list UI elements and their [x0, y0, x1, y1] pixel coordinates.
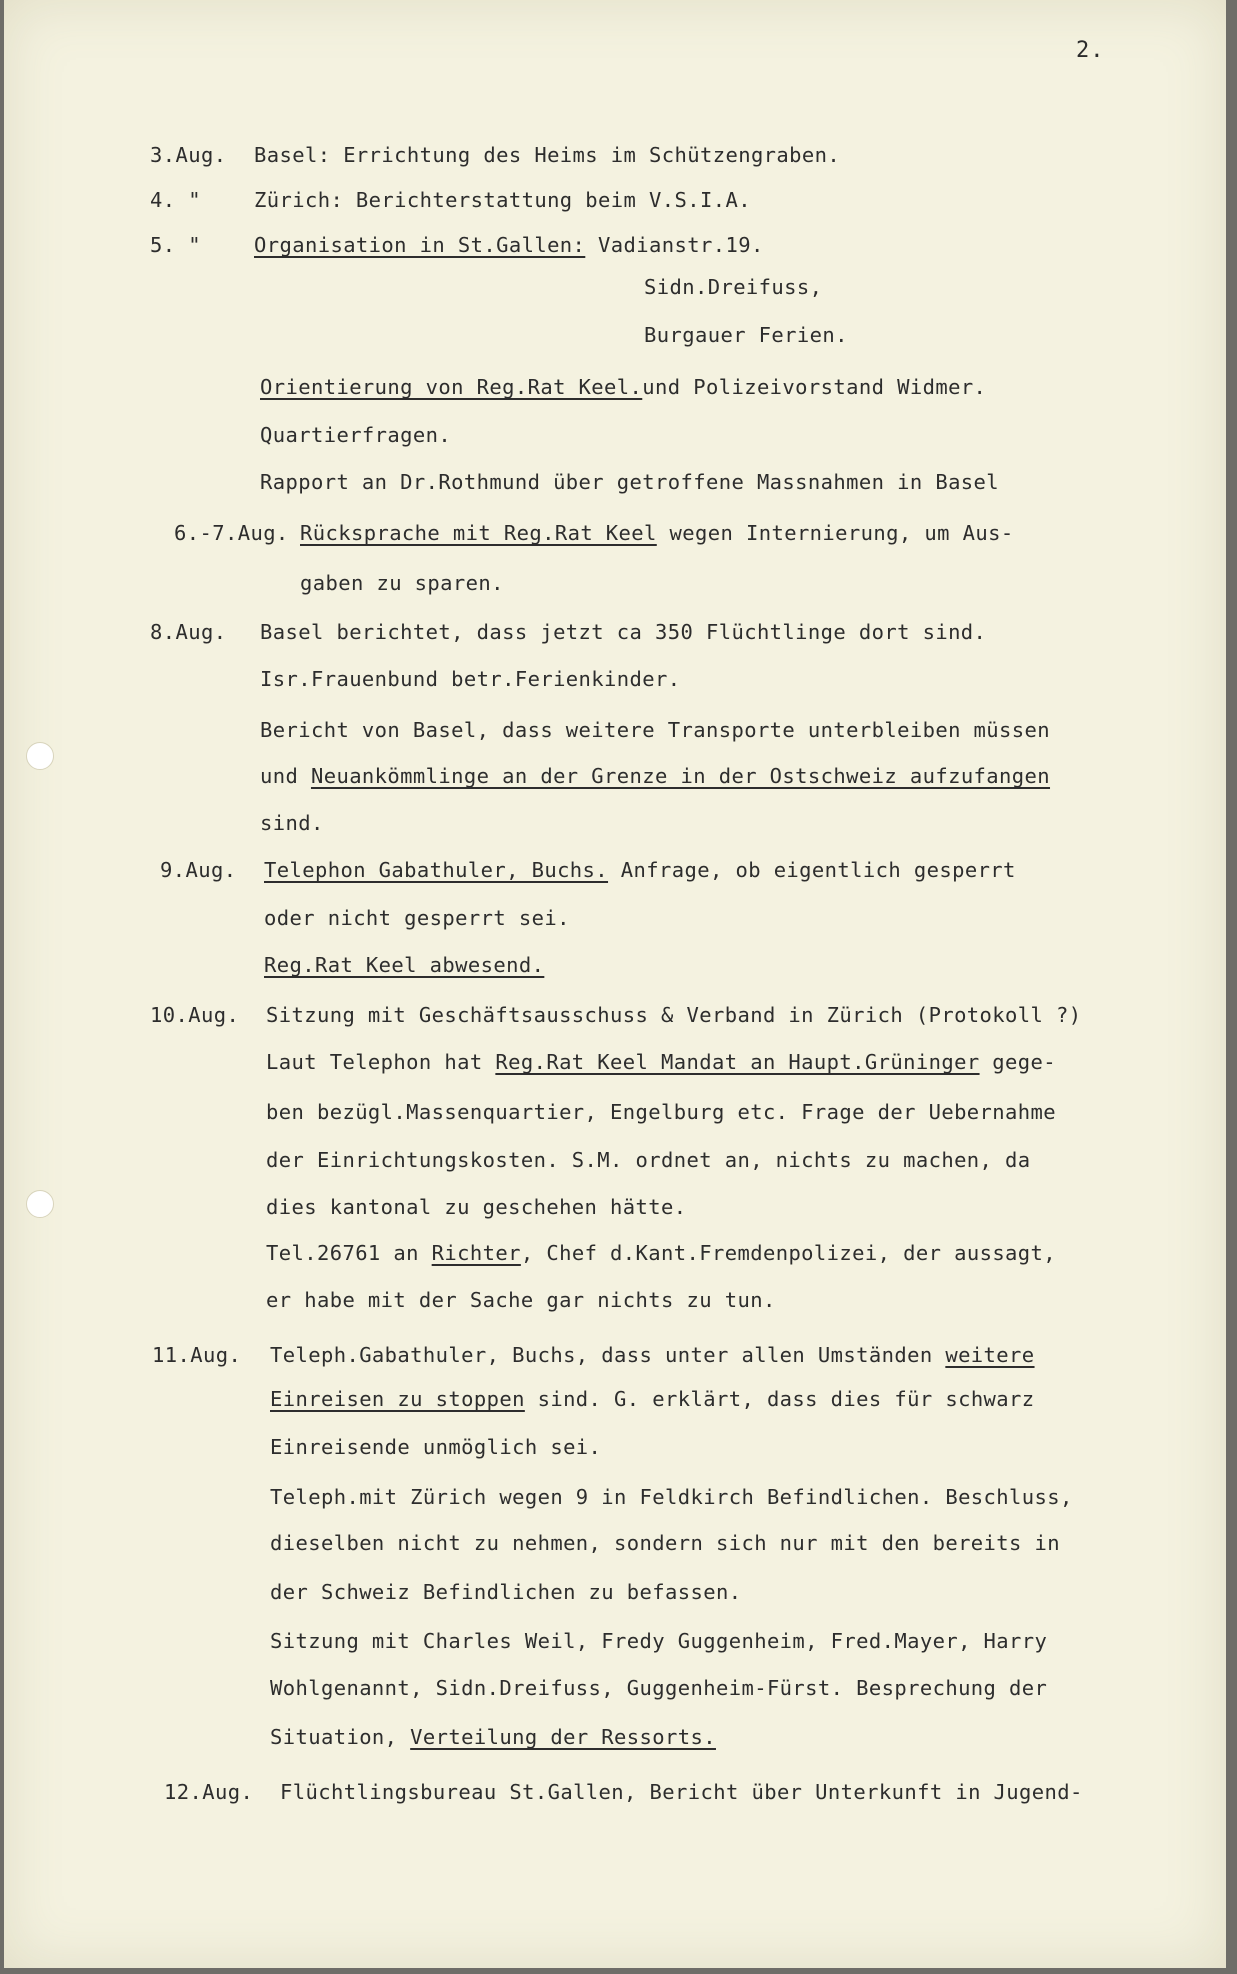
text-segment: oder nicht gesperrt sei.	[264, 906, 570, 930]
entry-text	[270, 1528, 1060, 1558]
text-segment: wegen Internierung, um Aus-	[656, 521, 1014, 545]
entry-date: 5. "	[150, 233, 201, 257]
text-segment: und	[260, 764, 311, 788]
entry-text	[266, 1192, 687, 1222]
entry-date: 12.Aug.	[164, 1780, 254, 1804]
text-segment: er habe mit der Sache gar nichts zu tun.	[266, 1288, 776, 1312]
entry-text	[266, 1097, 1056, 1127]
entry-text	[270, 1384, 1035, 1414]
underlined-text: Verteilung der Ressorts.	[410, 1725, 716, 1749]
entry-text	[270, 1626, 1047, 1656]
entry-text	[260, 467, 999, 497]
entry-text	[264, 855, 1016, 885]
text-segment: der Einrichtungskosten. S.M. ordnet an, nichts zu machen, da	[266, 1148, 1031, 1172]
underlined-text: Telephon Gabathuler, Buchs.	[264, 858, 609, 882]
underlined-text: Organisation in St.Gallen:	[254, 233, 586, 257]
text-segment: Teleph.Gabathuler, Buchs, dass unter allen Umständen	[270, 1343, 946, 1367]
text-segment: Tel.26761 an	[266, 1241, 432, 1265]
text-segment: und Polizeivorstand Widmer.	[642, 375, 987, 399]
text-segment: , Chef d.Kant.Fremdenpolizei, der aussagt,	[520, 1241, 1057, 1265]
punch-hole	[26, 1190, 54, 1218]
text-segment: Wohlgenannt, Sidn.Dreifuss, Guggenheim-Fürst. Besprechung der	[270, 1676, 1048, 1700]
underlined-text: Neuankömmlinge an der Grenze in der Ostschweiz aufzufangen	[310, 764, 1051, 788]
text-segment: ben bezügl.Massenquartier, Engelburg etc. Frage der Uebernahme	[266, 1100, 1057, 1124]
page-number: 2.	[1076, 38, 1105, 63]
entry-text	[644, 272, 822, 302]
entry-text	[270, 1482, 1073, 1512]
text-segment: Situation,	[270, 1725, 411, 1749]
text-segment: dies kantonal zu geschehen hätte.	[266, 1195, 687, 1219]
entry-text	[266, 1285, 776, 1315]
entry-text	[264, 950, 544, 980]
entry-date: 3.Aug.	[150, 143, 227, 167]
text-segment: Basel: Errichtung des Heims im Schützengraben.	[254, 143, 841, 167]
underlined-text: Reg.Rat Keel abwesend.	[264, 953, 545, 977]
entry-text	[254, 185, 751, 215]
entry-text	[264, 903, 570, 933]
entry-text	[260, 420, 451, 450]
entry-text	[260, 617, 986, 647]
entry-text	[270, 1722, 716, 1752]
entry-text	[266, 1238, 1056, 1268]
entry-date: 6.-7.Aug.	[174, 521, 289, 545]
text-segment: Anfrage, ob eigentlich gesperrt	[608, 858, 1016, 882]
text-segment: Flüchtlingsbureau St.Gallen, Bericht über Unterkunft in Jugend-	[280, 1780, 1083, 1804]
text-segment: dieselben nicht zu nehmen, sondern sich nur mit den bereits in	[270, 1531, 1061, 1555]
entry-text	[260, 761, 1050, 791]
text-segment: gege-	[979, 1050, 1057, 1074]
entry-text	[260, 715, 1050, 745]
text-segment: Sidn.Dreifuss,	[644, 275, 823, 299]
entry-date: 11.Aug.	[152, 1343, 242, 1367]
document-page	[4, 0, 1226, 1968]
underlined-text: Reg.Rat Keel Mandat an Haupt.Grüninger	[495, 1050, 980, 1074]
text-segment: Sitzung mit Geschäftsausschuss & Verband in Zürich (Protokoll ?)	[266, 1003, 1082, 1027]
entry-text	[266, 1145, 1031, 1175]
entry-text	[644, 320, 848, 350]
entry-text	[254, 140, 840, 170]
entry-text	[260, 372, 986, 402]
entry-text	[280, 1777, 1083, 1807]
underlined-text: Richter	[431, 1241, 521, 1265]
entry-text	[300, 518, 1014, 548]
text-segment: Isr.Frauenbund betr.Ferienkinder.	[260, 667, 681, 691]
text-segment: Laut Telephon hat	[266, 1050, 496, 1074]
entry-text	[260, 664, 681, 694]
entry-text	[300, 568, 504, 598]
entry-text	[266, 1047, 1056, 1077]
text-segment: Zürich: Berichterstattung beim V.S.I.A.	[254, 188, 751, 212]
underlined-text: Rücksprache mit Reg.Rat Keel	[300, 521, 657, 545]
text-segment: sind. G. erklärt, dass dies für schwarz	[524, 1387, 1035, 1411]
underlined-text: weitere	[945, 1343, 1035, 1367]
entry-date: 10.Aug.	[150, 1003, 240, 1027]
entry-text	[260, 808, 324, 838]
punch-hole	[26, 742, 54, 770]
text-segment: Basel berichtet, dass jetzt ca 350 Flüchtlinge dort sind.	[260, 620, 987, 644]
entry-text	[270, 1340, 1035, 1370]
text-segment: Burgauer Ferien.	[644, 323, 848, 347]
text-segment: Teleph.mit Zürich wegen 9 in Feldkirch Befindlichen. Beschluss,	[270, 1485, 1073, 1509]
underlined-text: Einreisen zu stoppen	[270, 1387, 525, 1411]
entry-date: 8.Aug.	[150, 620, 227, 644]
entry-text	[270, 1673, 1047, 1703]
text-segment: Sitzung mit Charles Weil, Fredy Guggenheim, Fred.Mayer, Harry	[270, 1629, 1048, 1653]
entry-text	[270, 1432, 601, 1462]
text-segment: der Schweiz Befindlichen zu befassen.	[270, 1580, 742, 1604]
entry-text	[254, 230, 764, 260]
text-segment: Einreisende unmöglich sei.	[270, 1435, 602, 1459]
text-segment: Vadianstr.19.	[585, 233, 764, 257]
entry-text	[266, 1000, 1082, 1030]
torn-edge	[4, 600, 10, 680]
text-segment: sind.	[260, 811, 324, 835]
entry-date: 4. "	[150, 188, 201, 212]
text-segment: Bericht von Basel, dass weitere Transporte unterbleiben müssen	[260, 718, 1051, 742]
text-segment: gaben zu sparen.	[300, 571, 504, 595]
entry-date: 9.Aug.	[160, 858, 237, 882]
entry-text	[270, 1577, 741, 1607]
underlined-text: Orientierung von Reg.Rat Keel.	[260, 375, 643, 399]
text-segment: Rapport an Dr.Rothmund über getroffene Massnahmen in Basel	[260, 470, 1000, 494]
text-segment: Quartierfragen.	[260, 423, 452, 447]
